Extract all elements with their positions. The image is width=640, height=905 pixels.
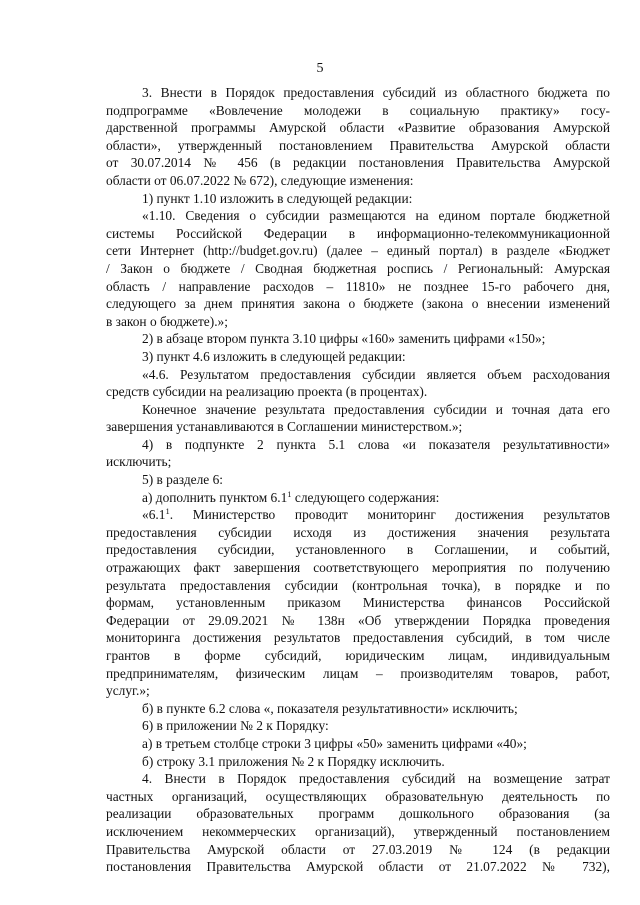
text-line: [106, 700, 610, 718]
text-line: [106, 506, 610, 524]
text-line-content: 5) в разделе 6:: [142, 472, 224, 488]
text-line-content: результата предоставления субсидии (контрольная точка), в порядке и по: [106, 577, 610, 593]
superscript: 1: [287, 488, 292, 499]
text-line-content: завершения устанавливаются в Соглашении министерством.»;: [106, 419, 463, 435]
text-line: [106, 260, 610, 278]
text-line: [106, 577, 610, 595]
text-line: [106, 471, 610, 489]
text-line-content: область / направление расходов – 11810» не позднее 15-го рабочего дня,: [106, 278, 610, 294]
text-line-content: Конечное значение результата предоставления субсидии и точная дата его: [142, 401, 610, 417]
text-line-content: частных организаций, осуществляющих образовательную деятельность по: [106, 788, 610, 804]
page-number: 5: [316, 61, 324, 76]
text-line-content: «4.6. Результатом предоставления субсидии является объем расходования: [142, 366, 610, 382]
text-line: [106, 207, 610, 225]
text-line: [106, 717, 610, 735]
text-line: [106, 119, 610, 137]
text-line-content: исключить;: [106, 454, 172, 470]
text-line-content: предоставления субсидии исходя из достижения значения результата: [106, 524, 610, 540]
text-line: [106, 541, 610, 559]
text-line-content: дарственной программы Амурской области «Развитие образования Амурской: [106, 120, 610, 136]
text-line-content: средств субсидии на реализацию проекта (в процентах).: [106, 384, 428, 400]
text-line: [106, 383, 610, 401]
text-line-content: «6.1: [142, 507, 166, 523]
text-line: [106, 559, 610, 577]
text-line: [106, 418, 610, 436]
text-line: [106, 453, 610, 471]
text-line: [106, 858, 610, 876]
text-line-content: / Закон о бюджете / Сводная бюджетная роспись / Региональный: Амурская: [106, 260, 610, 276]
text-line-content: 2) в абзаце втором пункта 3.10 цифры «160» заменить цифрами «150»;: [142, 331, 546, 347]
text-line-content: «1.10. Сведения о субсидии размещаются на едином портале бюджетной: [142, 208, 610, 224]
text-line-content: 3) пункт 4.6 изложить в следующей редакции:: [142, 348, 406, 364]
text-line-content: Правительства Амурской области от 27.03.2019 № 124 (в редакции: [106, 841, 610, 857]
text-line-content: б) строку 3.1 приложения № 2 к Порядку исключить.: [142, 753, 445, 769]
text-line-content: в закон о бюджете).»;: [106, 313, 228, 329]
text-line-content: а) в третьем столбце строки 3 цифры «50» заменить цифрами «40»;: [142, 735, 527, 751]
text-line-content: от 30.07.2014 № 456 (в редакции постановления Правительства Амурской: [106, 155, 610, 171]
text-line: [106, 348, 610, 366]
text-line: [106, 735, 610, 753]
text-line: [106, 366, 610, 384]
text-line: [106, 401, 610, 419]
text-line: [106, 489, 610, 507]
text-line-content: мониторинга достижения результатов предоставления субсидий, в том числе: [106, 630, 610, 646]
text-line-continuation: . Министерство проводит мониторинг достижения результатов: [169, 507, 610, 523]
text-line-content: области», утвержденный постановлением Правительства Амурской области: [106, 137, 610, 153]
text-line: [106, 647, 610, 665]
text-line: [106, 770, 610, 788]
text-line-content: области от 06.07.2022 № 672), следующие изменения:: [106, 172, 414, 188]
text-line-content: 3. Внести в Порядок предоставления субсидий из областного бюджета по: [142, 85, 610, 100]
text-line: [106, 594, 610, 612]
text-line-content: 1) пункт 1.10 изложить в следующей редакции:: [142, 190, 413, 206]
text-line: [106, 278, 610, 296]
text-line: [106, 242, 610, 260]
text-line: [106, 84, 610, 102]
text-line: [106, 190, 610, 208]
text-line: [106, 788, 610, 806]
text-line: [106, 137, 610, 155]
text-line: [106, 682, 610, 700]
text-line-content: отражающих факт завершения соответствующего мероприятия по получению: [106, 560, 610, 576]
text-line: [106, 225, 610, 243]
text-line-content: 4) в подпункте 2 пункта 5.1 слова «и показателя результативности»: [142, 436, 610, 452]
text-line-content: подпрограмме «Вовлечение молодежи в социальную практику» госу-: [106, 102, 610, 118]
document-body: [106, 84, 610, 876]
text-line-content: б) в пункте 6.2 слова «, показателя результативности» исключить;: [142, 700, 518, 716]
text-line: [106, 330, 610, 348]
text-line: [106, 524, 610, 542]
text-line: [106, 823, 610, 841]
text-line: [106, 102, 610, 120]
text-line-content: Федерации от 29.09.2021 № 138н «Об утверждении Порядка проведения: [106, 612, 610, 628]
text-line-content: следующего за днем принятия закона о бюджете (закона о внесении изменений: [106, 296, 610, 312]
text-line: [106, 154, 610, 172]
text-line-continuation: следующего содержания:: [291, 489, 440, 505]
text-line-content: постановления Правительства Амурской области от 21.07.2022 № 732),: [106, 859, 610, 875]
text-line-content: а) дополнить пунктом 6.1: [142, 489, 288, 505]
text-line: [106, 629, 610, 647]
text-line-content: реализации образовательных программ дошкольного образования (за: [106, 806, 610, 822]
text-line: [106, 313, 610, 331]
text-line: [106, 172, 610, 190]
text-line-content: грантов в форме субсидий, юридическим лицам, индивидуальным: [106, 648, 610, 663]
text-line: [106, 665, 610, 683]
text-line-content: услуг.»;: [106, 683, 150, 699]
text-line: [106, 295, 610, 313]
text-line: [106, 436, 610, 454]
text-line-content: сети Интернет (http://budget.gov.ru) (далее – единый портал) в разделе «Бюджет: [106, 243, 610, 259]
superscript: 1: [165, 506, 170, 517]
text-line-content: 6) в приложении № 2 к Порядку:: [142, 718, 329, 734]
text-line-content: системы Российской Федерации в информационно-телекоммуникационной: [106, 225, 610, 241]
text-line-content: исключением некоммерческих организаций), утвержденный постановлением: [106, 823, 610, 839]
text-line-content: предпринимателям, физическим лицам – производителям товаров, работ,: [106, 665, 610, 681]
text-line: [106, 805, 610, 823]
text-line-content: предоставления субсидии, установленного в Соглашении, и событий,: [106, 542, 610, 558]
text-line-content: 4. Внести в Порядок предоставления субсидий на возмещение затрат: [142, 771, 610, 787]
text-line: [106, 612, 610, 630]
text-line: [106, 841, 610, 859]
text-line: [106, 753, 610, 771]
text-line-content: формам, установленным приказом Министерства финансов Российской: [106, 595, 610, 611]
